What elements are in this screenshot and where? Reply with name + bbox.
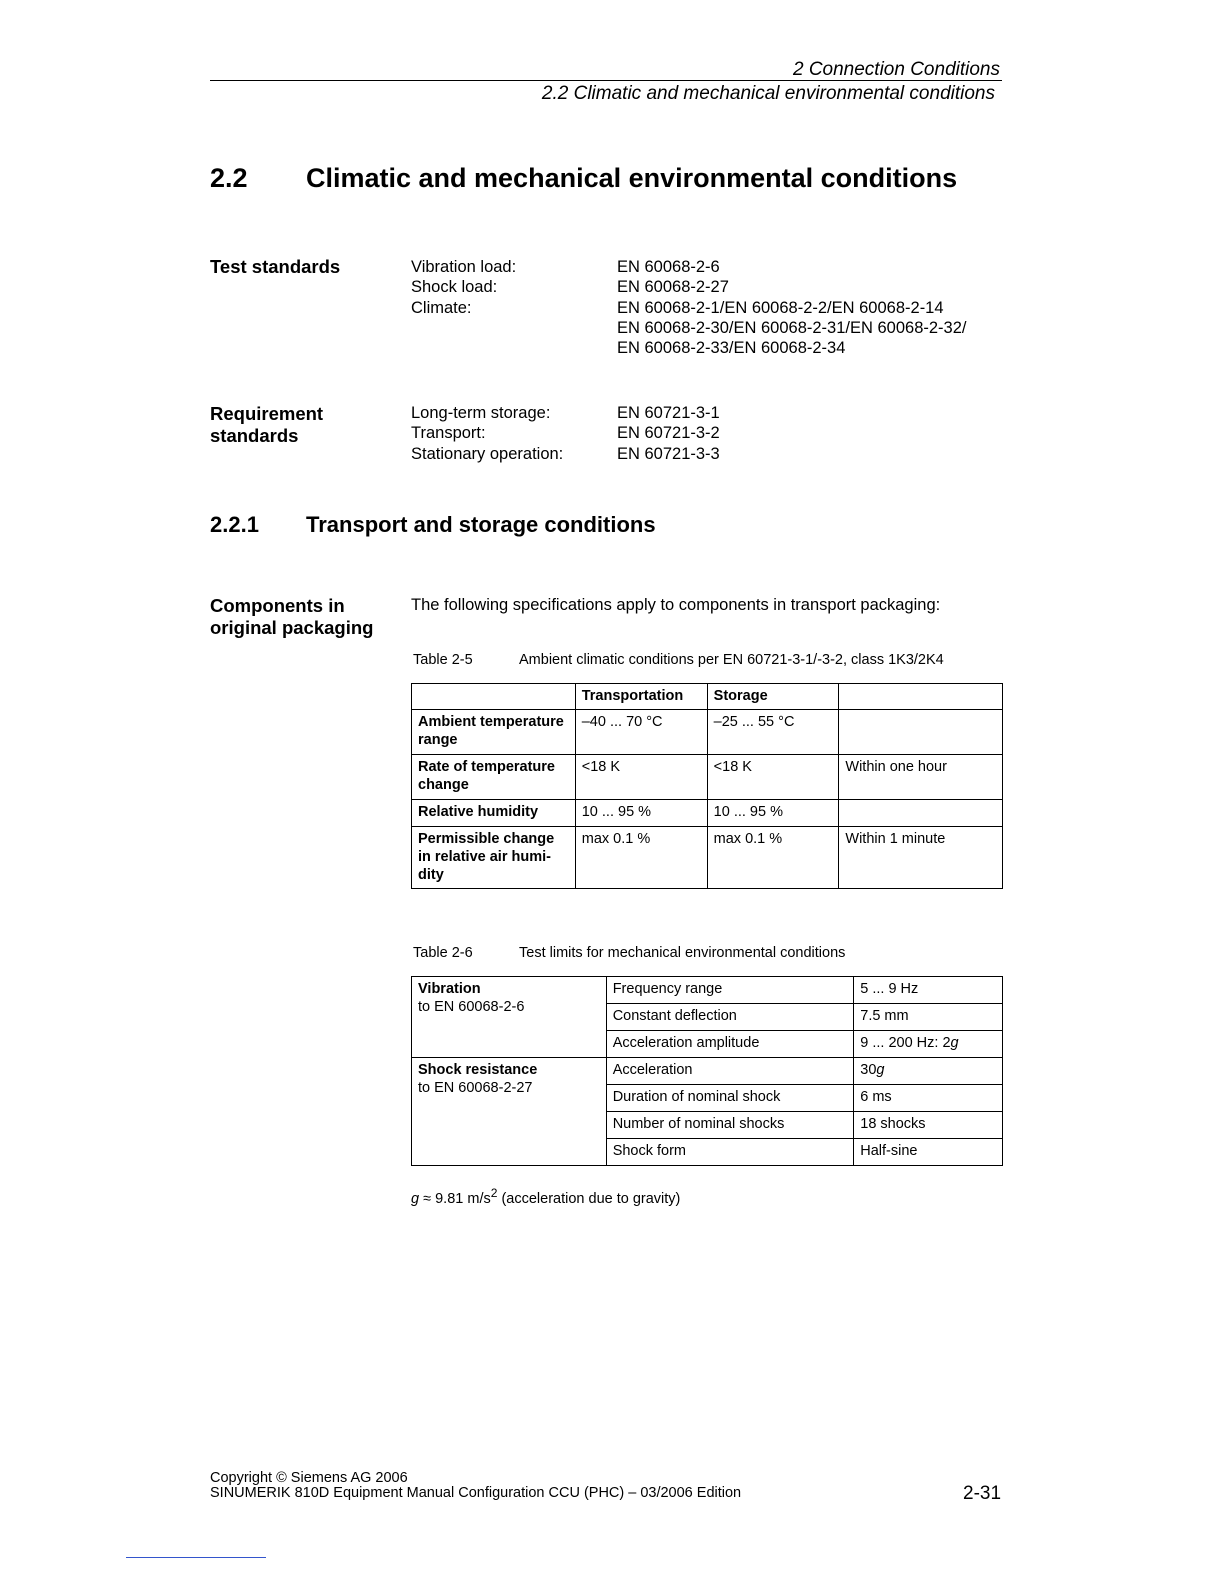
note-cell: Within 1 minute bbox=[839, 827, 1003, 889]
table-row bbox=[412, 1058, 1003, 1085]
value-cell bbox=[854, 977, 1003, 1004]
components-label-line1: Components in bbox=[210, 595, 345, 616]
param-cell: Duration of nominal shock bbox=[606, 1085, 854, 1112]
section-title: Climatic and mechanical environmental conditions bbox=[306, 163, 958, 193]
table-header-cell bbox=[412, 684, 576, 710]
vibration-load-label: Vibration load: bbox=[411, 258, 517, 276]
requirement-standards-values bbox=[617, 403, 720, 464]
table-row bbox=[412, 827, 1003, 889]
value-text: 30 bbox=[860, 1062, 877, 1078]
row-label bbox=[412, 827, 576, 889]
value-text: 5 ... 9 Hz bbox=[860, 981, 919, 997]
footnote-text: (acceleration due to gravity) bbox=[501, 1190, 681, 1207]
footer-copyright: Copyright © Siemens AG 2006 bbox=[210, 1470, 408, 1486]
value-text: 6 ms bbox=[860, 1089, 892, 1105]
value-unit: g bbox=[950, 1035, 959, 1051]
value-text: 7.5 mm bbox=[860, 1008, 909, 1024]
value-cell bbox=[854, 1058, 1003, 1085]
shock-load-label: Shock load: bbox=[411, 278, 498, 297]
footer-manual-title: SINUMERIK 810D Equipment Manual Configuration CCU (PHC) – 03/2006 Edition bbox=[210, 1485, 742, 1501]
subsection-number: 2.2.1 bbox=[210, 512, 259, 537]
row-label-line: Permissible change bbox=[418, 831, 555, 847]
param-cell: Acceleration amplitude bbox=[606, 1031, 854, 1058]
vibration-load-value: EN 60068-2-6 bbox=[617, 258, 720, 276]
table-header-storage: Storage bbox=[707, 684, 839, 710]
param-cell: Acceleration bbox=[606, 1058, 854, 1085]
page-number: 2-31 bbox=[963, 1483, 1002, 1504]
table-row bbox=[412, 755, 1003, 800]
row-label bbox=[412, 710, 576, 755]
note-cell: Within one hour bbox=[839, 755, 1003, 800]
footnote-symbol: g bbox=[411, 1190, 420, 1207]
test-standards-values bbox=[617, 257, 966, 358]
table2-caption-text: Test limits for mechanical environmental conditions bbox=[519, 945, 846, 961]
value-cell bbox=[854, 1085, 1003, 1112]
requirement-standards-label bbox=[210, 403, 323, 447]
group-standard: to EN 60068-2-6 bbox=[418, 999, 525, 1015]
value-cell bbox=[854, 1112, 1003, 1139]
header-section: 2.2 Climatic and mechanical environmental conditions bbox=[541, 83, 995, 104]
header-rule bbox=[210, 80, 1002, 81]
value-text: Half-sine bbox=[860, 1143, 918, 1159]
row-label-line: dity bbox=[418, 867, 444, 883]
row-label-line: Rate of temperature bbox=[418, 759, 555, 775]
table-row bbox=[412, 977, 1003, 1004]
row-label-line: Ambient temperature bbox=[418, 714, 564, 730]
section-number: 2.2 bbox=[210, 163, 248, 193]
long-term-storage-value: EN 60721-3-1 bbox=[617, 404, 720, 422]
value-cell bbox=[854, 1031, 1003, 1058]
transport-label: Transport: bbox=[411, 424, 486, 443]
transport-cell: <18 K bbox=[575, 755, 707, 800]
table1-caption-text: Ambient climatic conditions per EN 60721-3-1/-3-2, class 1K3/2K4 bbox=[519, 652, 944, 668]
long-term-storage-label: Long-term storage: bbox=[411, 404, 551, 422]
transport-cell: 10 ... 95 % bbox=[575, 800, 707, 827]
header-chapter: 2 Connection Conditions bbox=[792, 59, 1000, 80]
note-cell bbox=[839, 800, 1003, 827]
footnote-approx: ≈ bbox=[423, 1190, 432, 1207]
climatic-conditions-table bbox=[411, 683, 1003, 889]
row-label-line: in relative air humi- bbox=[418, 849, 551, 865]
table2-caption-number: Table 2-6 bbox=[413, 945, 473, 961]
transport-value: EN 60721-3-2 bbox=[617, 424, 720, 443]
row-label: Relative humidity bbox=[412, 800, 576, 827]
transport-cell: max 0.1 % bbox=[575, 827, 707, 889]
group-label-shock bbox=[412, 1058, 607, 1166]
test-standards-label: Test standards bbox=[210, 256, 341, 277]
components-label-line2: original packaging bbox=[210, 617, 374, 638]
storage-cell: 10 ... 95 % bbox=[707, 800, 839, 827]
gravity-footnote bbox=[411, 1186, 680, 1207]
components-text: The following specifications apply to components in transport packaging: bbox=[411, 596, 941, 614]
footnote-superscript: 2 bbox=[490, 1186, 498, 1200]
group-title: Vibration bbox=[418, 981, 481, 997]
climate-value-line3: EN 60068-2-33/EN 60068-2-34 bbox=[617, 339, 846, 358]
subsection-title: Transport and storage conditions bbox=[306, 512, 656, 537]
table-row bbox=[412, 800, 1003, 827]
table-row bbox=[412, 710, 1003, 755]
storage-cell: max 0.1 % bbox=[707, 827, 839, 889]
storage-cell: –25 ... 55 °C bbox=[707, 710, 839, 755]
table-header-row bbox=[412, 684, 1003, 710]
transport-cell: –40 ... 70 °C bbox=[575, 710, 707, 755]
row-label bbox=[412, 755, 576, 800]
test-standards-labels bbox=[411, 257, 516, 318]
footer-link-underline bbox=[126, 1557, 266, 1558]
footnote-value: 9.81 m/s bbox=[435, 1190, 491, 1207]
group-standard: to EN 60068-2-27 bbox=[418, 1080, 533, 1096]
storage-cell: <18 K bbox=[707, 755, 839, 800]
climate-value-line2: EN 60068-2-30/EN 60068-2-31/EN 60068-2-32/ bbox=[617, 318, 967, 337]
value-cell bbox=[854, 1139, 1003, 1166]
requirement-standards-labels bbox=[411, 403, 563, 464]
stationary-operation-value: EN 60721-3-3 bbox=[617, 444, 720, 463]
shock-load-value: EN 60068-2-27 bbox=[617, 278, 729, 297]
requirement-standards-label-line1: Requirement bbox=[210, 403, 324, 424]
stationary-operation-label: Stationary operation: bbox=[411, 444, 564, 463]
requirement-standards-label-line2: standards bbox=[210, 425, 299, 446]
note-cell bbox=[839, 710, 1003, 755]
climate-label: Climate: bbox=[411, 298, 472, 317]
param-cell: Constant deflection bbox=[606, 1004, 854, 1031]
group-title: Shock resistance bbox=[418, 1062, 538, 1078]
param-cell: Shock form bbox=[606, 1139, 854, 1166]
value-text: 9 ... 200 Hz: 2 bbox=[860, 1035, 951, 1051]
table-header-cell bbox=[839, 684, 1003, 710]
param-cell: Number of nominal shocks bbox=[606, 1112, 854, 1139]
value-text: 18 shocks bbox=[860, 1116, 926, 1132]
value-cell bbox=[854, 1004, 1003, 1031]
components-label bbox=[210, 595, 373, 639]
row-label-line: range bbox=[418, 732, 458, 748]
value-unit: g bbox=[876, 1062, 885, 1078]
row-label-line: change bbox=[418, 777, 469, 793]
group-label-vibration bbox=[412, 977, 607, 1058]
table1-caption-number: Table 2-5 bbox=[413, 652, 473, 668]
climate-value-line1: EN 60068-2-1/EN 60068-2-2/EN 60068-2-14 bbox=[617, 298, 944, 317]
table-header-transportation: Transportation bbox=[575, 684, 707, 710]
param-cell: Frequency range bbox=[606, 977, 854, 1004]
mechanical-limits-table bbox=[411, 976, 1003, 1166]
